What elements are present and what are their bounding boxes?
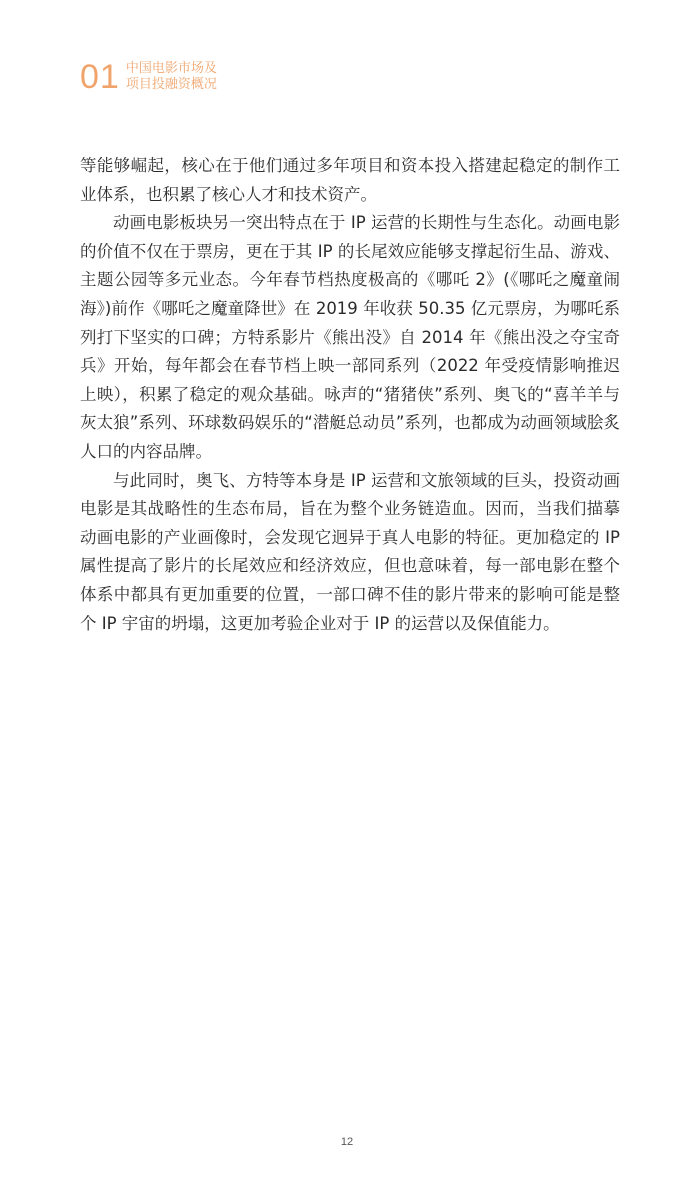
paragraph-1: 等能够崛起，核心在于他们通过多年项目和资本投入搭建起稳定的制作工业体系，也积累了核心人才和技术资产。	[80, 156, 620, 204]
page-number: 12	[340, 1136, 354, 1148]
section-title-line2: 项目投融资概况	[125, 77, 217, 92]
section-number: 01	[80, 58, 120, 96]
section-header	[80, 60, 217, 94]
paragraph-3: 与此同时，奥飞、方特等本身是 IP 运营和文旅领域的巨头，投资动画电影是其战略性的生态布局，旨在为整个业务链造血。因而，当我们描摹动画电影的产业画像时，会发现它迥异于真人电影的特征。更加稳定的 IP 属性提高了影片的长尾效应和经济效应，但也意味着，每一部电影在整个体系中都具有更加重要的位置，一部口碑不佳的影片带来的影响可能是整个 IP 宇宙的坍塌，这更加考验企业对于 IP 的运营以及保值能力。	[80, 470, 620, 633]
paragraph-2: 动画电影板块另一突出特点在于 IP 运营的长期性与生态化。动画电影的价值不仅在于票房，更在于其 IP 的长尾效应能够支撑起衍生品、游戏、主题公园等多元业态。今年春节档热度极高的《哪吒 2》(《哪吒之魔童闹海》)前作《哪吒之魔童降世》在 2019 年收获 50.35 亿元票房，为哪吒系列打下坚实的口碑；方特系影片《熊出没》自 2014 年《熊出没之夺宝奇兵》开始，每年都会在春节档上映一部同系列（2022 年受疫情影响推迟上映），积累了稳定的观众基础。咏声的“猪猪侠”系列、奥飞的“喜羊羊与灰太狼”系列、环球数码娱乐的“潜艇总动员”系列，也都成为动画领域脍炙人口的内容品牌。	[80, 213, 620, 461]
section-title	[126, 61, 217, 93]
body-text	[80, 152, 620, 638]
section-title-line1: 中国电影市场及	[125, 61, 217, 76]
